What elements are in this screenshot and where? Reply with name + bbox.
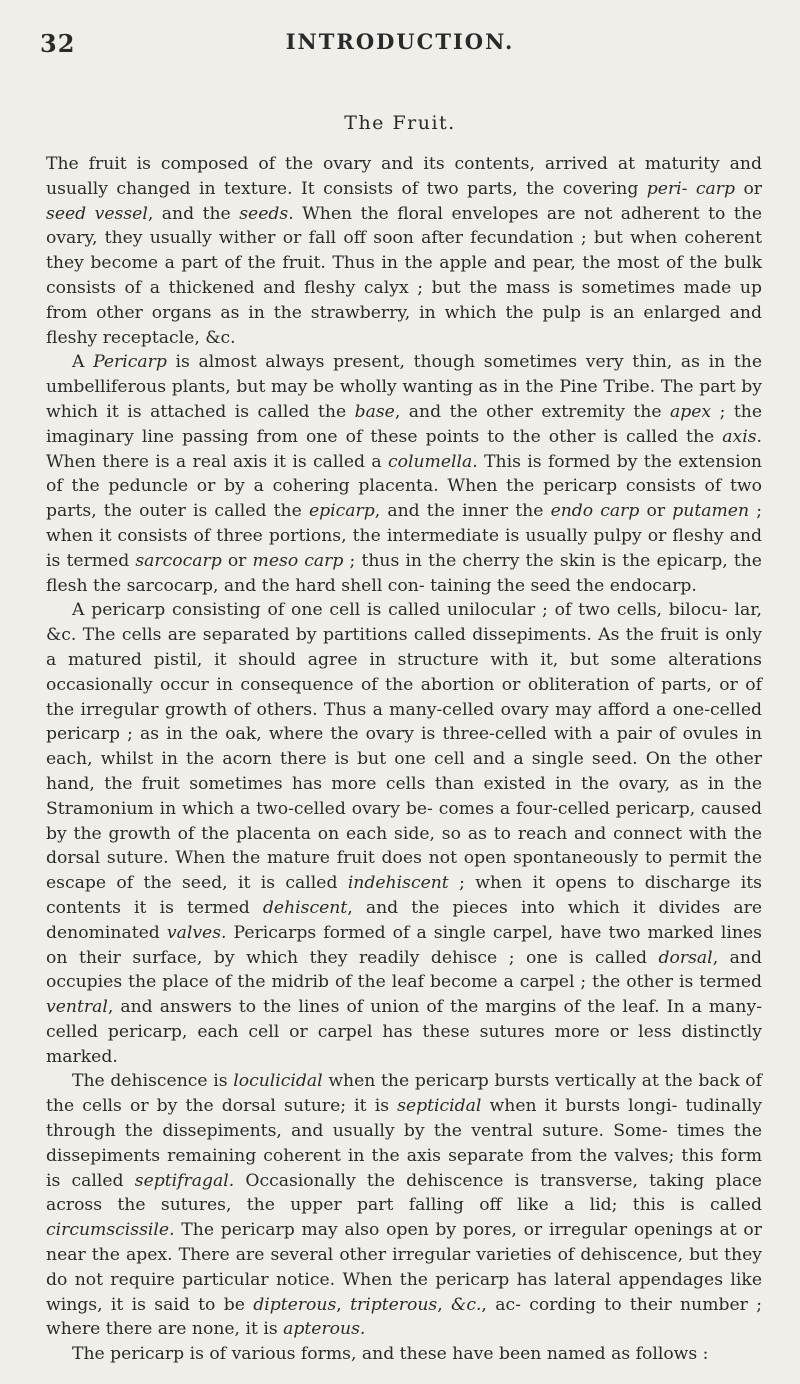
italic-term: dipterous: [253, 1294, 337, 1315]
paragraph: [46, 598, 762, 1069]
text-run: ,: [437, 1294, 452, 1315]
text-run: or: [639, 501, 673, 522]
paragraph: [46, 152, 762, 350]
italic-term: seeds.: [239, 203, 294, 224]
text-run: A pericarp consisting of one cell is called unilocular ; of two cells, bilocu- lar, &c. The cells are separated by partitions called dissepiments. As the fruit is only a matured pistil, it should agree in structure with it, but some alterations occasionally occur in consequence of the abortion or obliteration of parts, or of the irregular growth of others. Thus a many-celled ovary may afford a one-celled pericarp ; as in the oak, where the ovary is three-celled with a pair of ovules in each, whilst in the acorn there is but one cell and a single seed. On the other hand, the fruit sometimes has more cells than existed in the ovary, as in the Stramonium in which a two-celled ovary be- comes a four-celled pericarp, caused by the growth of the placenta on each side, so as to reach and connect with the dorsal suture. When the mature fruit does not open spontaneously to permit the escape of the seed, it is called: [46, 600, 762, 894]
text-run: The fruit is composed of the ovary and its contents, arrived at maturity and usually changed in texture. It consists of two parts, the covering: [46, 154, 762, 199]
text-run: ; thus in the cherry the skin is the epicarp, the flesh the sarcocarp, and the hard shell con- taining the seed the endocarp.: [46, 550, 762, 596]
italic-term: tripterous: [350, 1294, 438, 1315]
text-run: The pericarp is of various forms, and these have been named as follows :: [72, 1344, 709, 1365]
text-run: , and the inner the: [374, 501, 551, 522]
text-run: When the floral envelopes are not adherent to the ovary, they usually wither or fall off soon after fecundation ; but when coherent they become a part of the fruit. Thus in the apple and pear, the most of the bulk consists of a thickened and fleshy calyx ; but the mass is sometimes made up from other organs as in the strawberry, in which the pulp is an enlarged and fleshy receptacle, &c.: [46, 203, 762, 348]
italic-term: endo carp: [550, 501, 640, 522]
italic-term: peri- carp: [646, 178, 736, 199]
italic-term: dehiscent: [262, 897, 348, 918]
italic-term: ventral: [46, 997, 108, 1018]
text-run: , ac- cording to their number ; where there are none, it is: [46, 1294, 763, 1340]
text-run: , and answers to the lines of union of the margins of the leaf. In a many-celled pericarp, each cell or carpel has these sutures more or less distinctly marked.: [46, 997, 762, 1067]
text-run: When there is a real axis it is called a: [46, 451, 388, 472]
text-run: , and the other extremity the: [394, 401, 670, 422]
italic-term: putamen: [672, 501, 750, 522]
italic-term: septicidal: [397, 1096, 482, 1117]
italic-term: circumscissile.: [46, 1220, 175, 1241]
text-run: when the pericarp bursts vertically at the back of the cells or by the dorsal suture; it is: [46, 1071, 762, 1117]
paragraph: [46, 1342, 762, 1367]
text-run: ; when it consists of three portions, the intermediate is usually pulpy or fleshy and is termed: [46, 501, 762, 571]
italic-term: septifragal.: [134, 1170, 235, 1191]
text-run: The pericarp may also open by pores, or irregular openings at or near the apex. There are several other irregular varieties of dehiscence, but they do not require particular notice. When the pericarp has lateral appendages like wings, it is said to be: [46, 1220, 762, 1315]
text-run: , and the pieces into which it divides are denominated: [46, 897, 762, 943]
body-text: [46, 152, 762, 1367]
text-run: or: [221, 550, 253, 571]
text-run: Occasionally the dehiscence is transverse, taking place across the sutures, the upper part falling off like a lid; this is called: [46, 1170, 762, 1216]
italic-term: Pericarp: [93, 352, 167, 373]
running-head: [40, 29, 760, 59]
italic-term: indehiscent: [347, 873, 449, 894]
page-number: 32: [40, 29, 76, 58]
running-title: INTRODUCTION.: [285, 29, 515, 54]
text-run: , and the: [147, 203, 240, 224]
text-run: is almost always present, though sometimes very thin, as in the umbelliferous plants, but may be wholly wanting as in the Pine Tribe. The part by which it is attached is called the: [46, 352, 762, 422]
text-run: when it bursts longi- tudinally through the dissepiments, and usually by the ventral suture. Some- times the dissepiments remaining coherent in the axis separate from the valves; this form is called: [46, 1096, 762, 1191]
italic-term: &c.: [451, 1294, 482, 1315]
text-run: , and occupies the place of the midrib of the leaf become a carpel ; the other is termed: [46, 947, 762, 993]
italic-term: valves.: [166, 922, 227, 943]
italic-term: axis.: [722, 426, 762, 447]
italic-term: sarcocarp: [135, 550, 222, 571]
text-run: or: [735, 178, 763, 199]
text-run: This is formed by the extension of the peduncle or by a cohering placenta. When the pericarp consists of two parts, the outer is called the: [46, 451, 763, 522]
text-run: ,: [336, 1294, 351, 1315]
italic-term: epicarp: [308, 501, 375, 522]
text-run: ; when it opens to discharge its contents it is termed: [46, 873, 762, 918]
text-run: A: [72, 352, 94, 373]
italic-term: columella.: [388, 451, 478, 472]
paragraph: [46, 1069, 762, 1342]
italic-term: seed vessel: [46, 203, 148, 224]
paragraph: [46, 350, 762, 598]
text-run: ; the imaginary line passing from one of these points to the other is called the: [46, 401, 762, 447]
italic-term: base: [354, 401, 395, 422]
section-heading: The Fruit.: [344, 112, 456, 134]
italic-term: meso carp: [252, 550, 344, 571]
italic-term: apterous.: [283, 1319, 366, 1340]
text-run: Pericarps formed of a single carpel, have two marked lines on their surface, by which they readily dehisce ; one is called: [46, 922, 762, 968]
italic-term: dorsal: [658, 947, 713, 968]
italic-term: apex: [670, 401, 712, 422]
text-run: The dehiscence is: [72, 1071, 234, 1092]
italic-term: loculicidal: [233, 1071, 323, 1092]
